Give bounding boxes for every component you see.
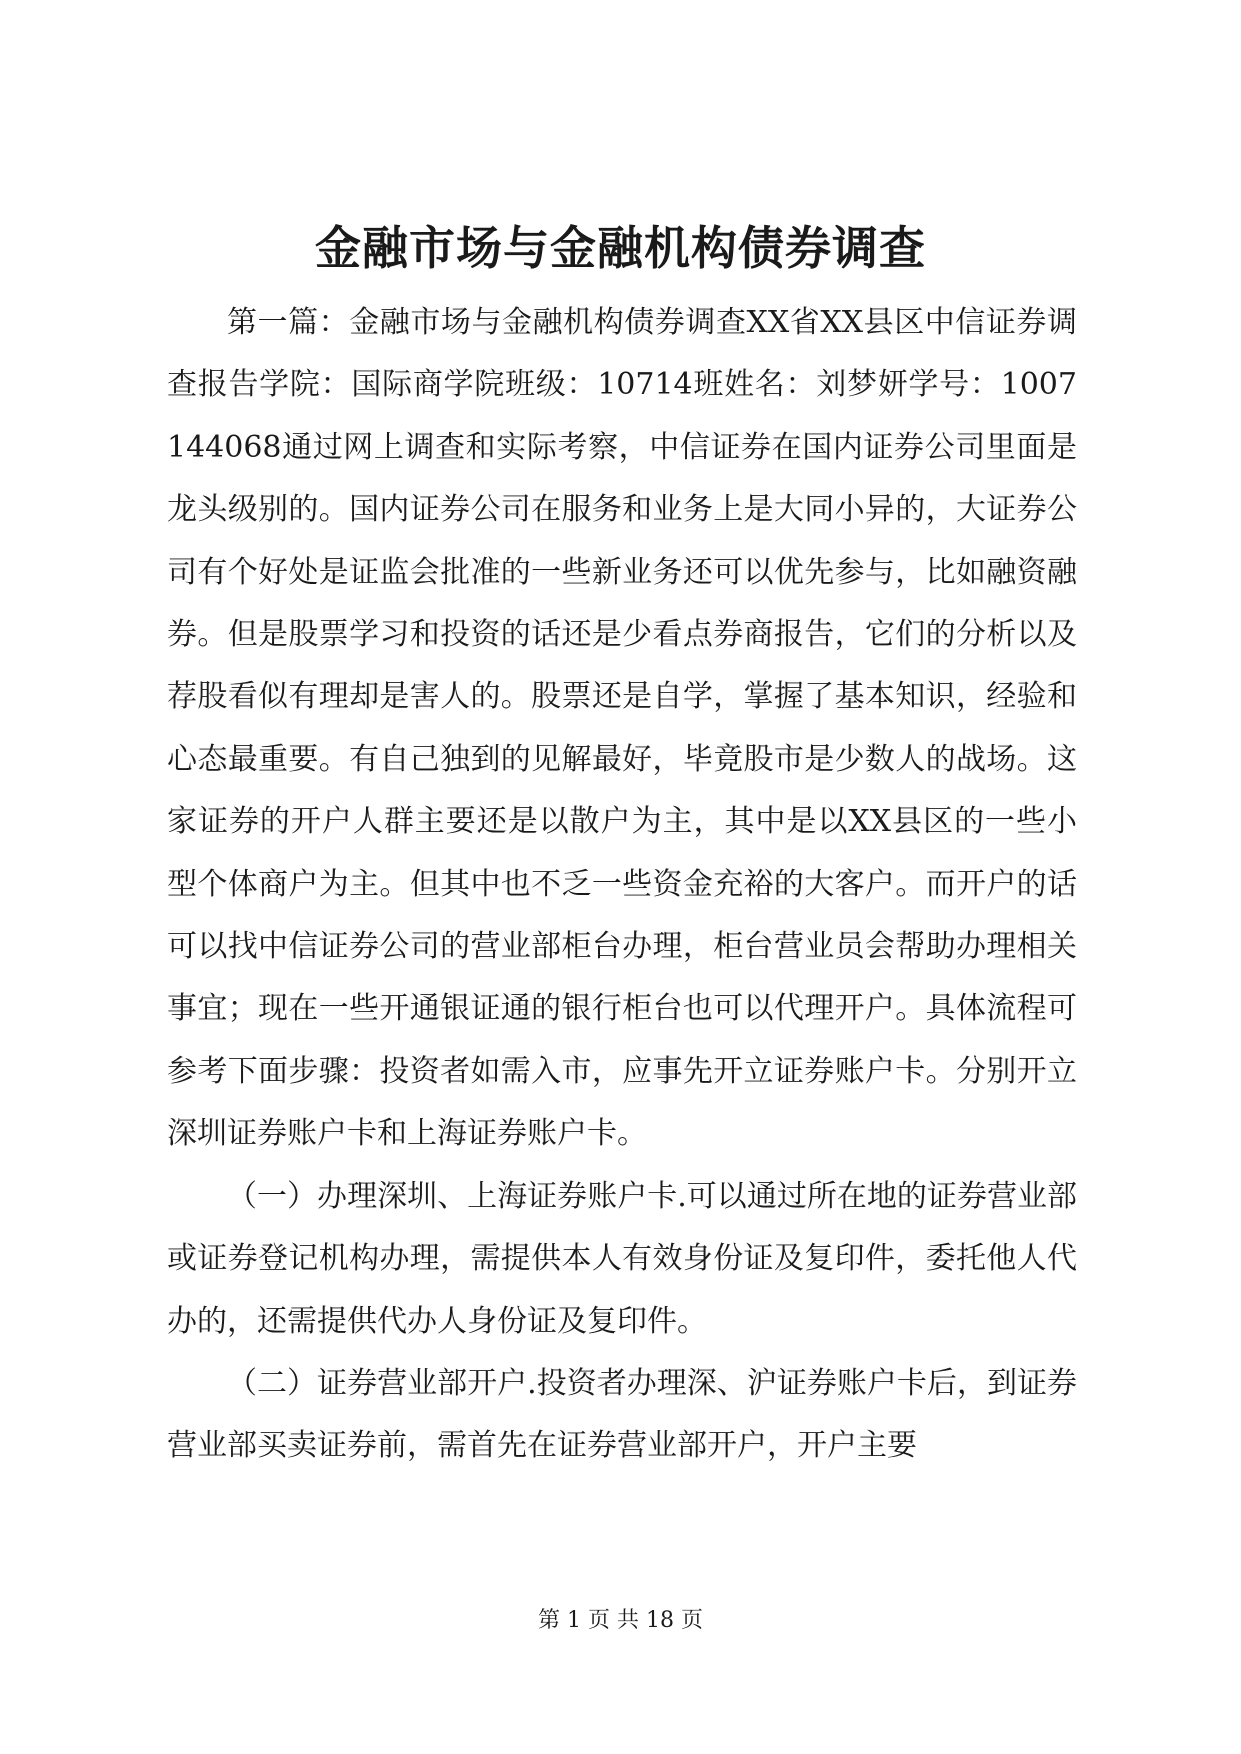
document-body <box>167 292 1077 1478</box>
document-title: 金融市场与金融机构债券调查 <box>315 221 926 275</box>
paragraph-2: （一）办理深圳、上海证券账户卡.可以通过所在地的证券营业部或证券登记机构办理，需提供本人有效身份证及复印件，委托他人代办的，还需提供代办人身份证及复印件。 <box>167 1178 1077 1339</box>
page-number-footer: 第 1 页 共 18 页 <box>538 1608 703 1633</box>
paragraph-1: 第一篇：金融市场与金融机构债券调查XX省XX县区中信证券调查报告学院：国际商学院班级：10714班姓名：刘梦妍学号：1007144068通过网上调查和实际考察，中信证券在国内证券公司里面是龙头级别的。国内证券公司在服务和业务上是大同小异的，大证券公司有个好处是证监会批准的一些新业务还可以优先参与，比如融资融券。但是股票学习和投资的话还是少看点券商报告，它们的分析以及荐股看似有理却是害人的。股票还是自学，掌握了基本知识，经验和心态最重要。有自己独到的见解最好，毕竟股市是少数人的战场。这家证券的开户人群主要还是以散户为主，其中是以XX县区的一些小型个体商户为主。但其中也不乏一些资金充裕的大客户。而开户的话可以找中信证券公司的营业部柜台办理，柜台营业员会帮助办理相关事宜；现在一些开通银证通的银行柜台也可以代理开户。具体流程可参考下面步骤：投资者如需入市，应事先开立证券账户卡。分别开立深圳证券账户卡和上海证券账户卡。 <box>167 305 1077 1152</box>
paragraph-3: （二）证券营业部开户.投资者办理深、沪证券账户卡后，到证券营业部买卖证券前，需首先在证券营业部开户，开户主要 <box>167 1365 1077 1464</box>
